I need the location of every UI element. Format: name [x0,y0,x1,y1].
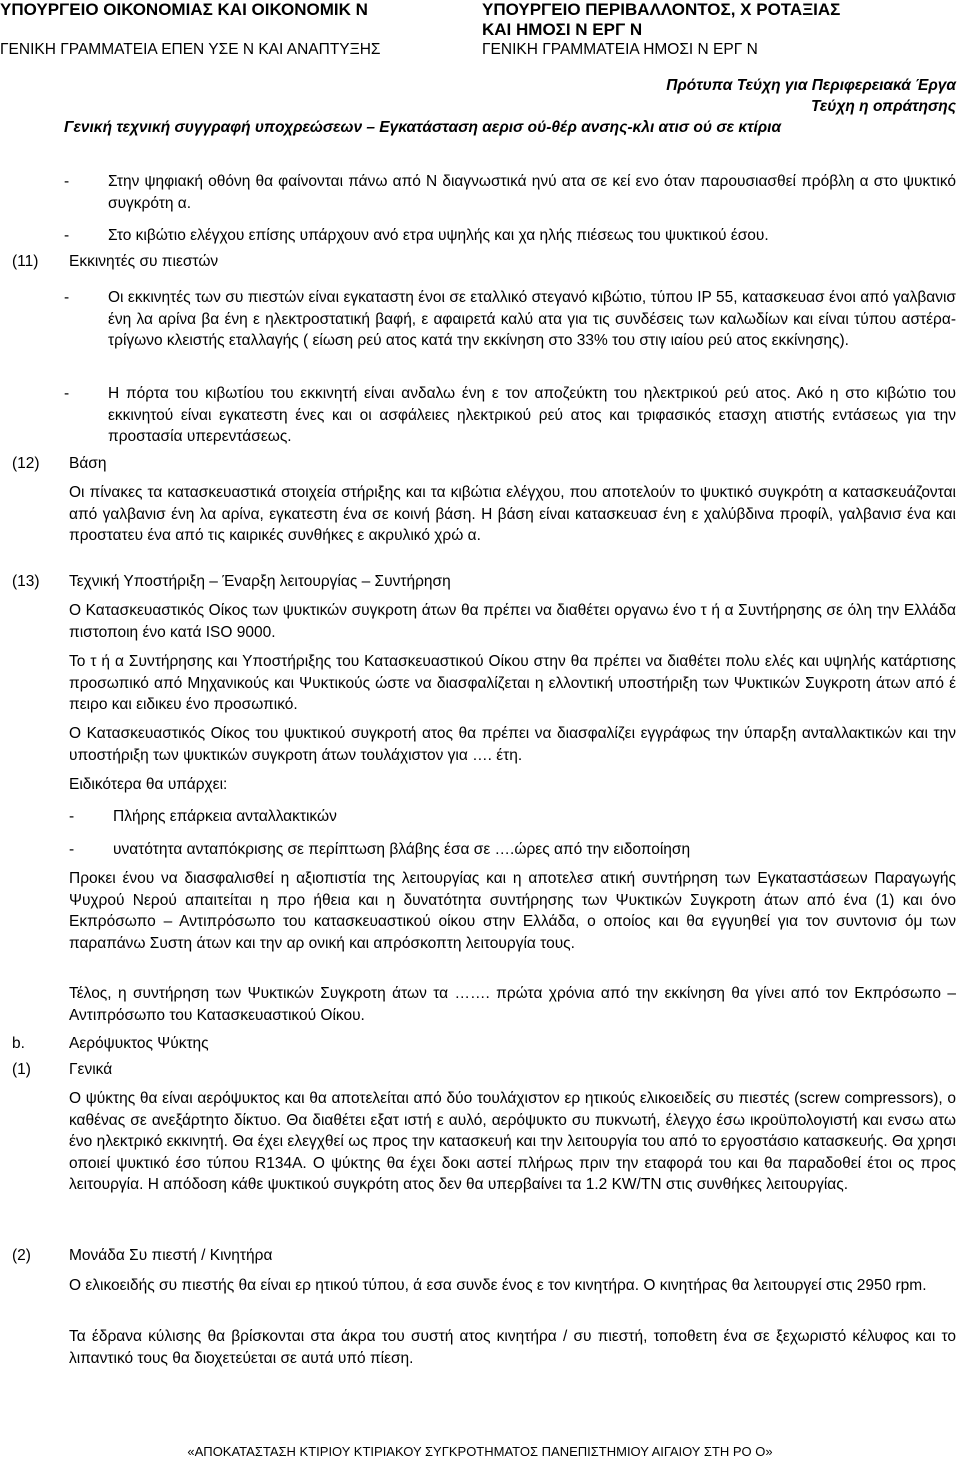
ministry-right-title: ΥΠΟΥΡΓΕΙΟ ΠΕΡΙΒΑΛΛΟΝΤΟΣ, Χ ΡΟΤΑΞΙΑΣ [482,0,841,19]
paragraph: Τα έδρανα κύλισης θα βρίσκονται στα άκρα του συστή ατος κινητήρα / συ πιεστή, τοποθετη ένα σε ξεχωριστό κέλυφος και το λιπαντικό τους θα διοχετεύεται σε αυτά υπό πίεση. [69,1328,956,1367]
dash-marker: - [64,227,70,244]
section-number: (1) [12,1061,31,1078]
document-subject: Γενική τεχνική συγγραφή υποχρεώσεων – Εγκατάσταση αερισ ού-θέρ ανσης-κλι ατισ ού σε κτίρια [64,119,782,136]
list-item: Η πόρτα του κιβωτίου του εκκινητή είναι ανδαλω ένη ε τον αποζεύκτη του ηλεκτρικού ρεύ ατος. Ακό η στο κιβώτιο του εκκινητού είναι εγκατεστη ένες και οι ασφάλειες ηλεκτρικού ρεύ ατος και τριφασικός ετασχη ατιστής εντάσεως για την προστασία υπερεντάσεως. [108,385,956,445]
ministry-left-title: ΥΠΟΥΡΓΕΙΟ ΟΙΚΟΝΟΜΙΑΣ ΚΑΙ ΟΙΚΟΝΟΜΙΚ Ν [0,0,368,19]
section-number: (12) [12,455,40,472]
paragraph: Ο Κατασκευαστικός Οίκος των ψυκτικών συγκροτη άτων θα πρέπει να διαθέτει οργανω ένο τ ή α Συντήρησης σε όλη την Ελλάδα πιστοποιη ένο κατά ISO 9000. [69,602,956,641]
section-number: (13) [12,573,40,590]
dash-marker: - [64,289,70,306]
paragraph: Οι πίνακες τα κατασκευαστικά στοιχεία στήριξης και τα κιβώτια ελέγχου, που αποτελούν το ψυκτικό συγκρότη α κατασκευάζονται από γαλβανισ ένη λα αρίνα, εγκατεστη ένα σε κοινή βάση. Η βάση είναι κατασκευασ ένη ε χαλύβδινα προφίλ, γαλβανισ ένα και προστατευ ένα από τις καιρικές συνθήκες ε ακρυλικό χρώ α. [69,484,956,544]
dash-marker: - [64,173,70,190]
list-item: Στο κιβώτιο ελέγχου επίσης υπάρχουν ανό ετρα υψηλής και χα ηλής πιέσεως του ψυκτικού έσου. [108,227,769,244]
list-item: Οι εκκινητές των συ πιεστών είναι εγκαταστη ένοι σε εταλλικό στεγανό κιβώτιο, τύπου IP 55, κατασκευασ ένοι από γαλβανισ ένη λα αρίνα βα ένη ε ηλεκτροστατική βαφή, ε αφαιρετά καλύ ατα για τις συνδέσεις των καλωδίων και είναι τύπου αστέρα-τρίγωνο κλειστής εταλλαγής ( είωση ρεύ ατος κατά την εκκίνηση στο 33% του στιγ ιαίου ρεύ ατος εκκίνησης). [108,289,956,349]
paragraph: Ο ψύκτης θα είναι αερόψυκτος και θα αποτελείται από δύο τουλάχιστον ερ ητικούς ελικοειδείς συ πιεστές (screw compressors), ο καθένας σε ανεξάρτητο δίκτυο. Θα διαθέτει εξατ ιστή ε αυλό, αερόψυκτο συ πυκνωτή, έλεγχο έσω ικροϋπολογιστή και ενσω ατω ένο ηλεκτρικό εκκινητή. Θα έχει ελεγχθεί ως προς την κατασκευή και την λειτουργία του από το εργοστάσιο κατασκευής. Θα χρησι οποιεί ψυκτικό έσο τύπου R134A. Ο ψύκτης θα έχει δοκι αστεί πλήρως πριν την εταφορά του και θα παραδοθεί έτοι ος προς λειτουργία. Η απόδοση κάθε ψυκτικού συγκρότη ατος δεν θα υπερβαίνει τα 1.2 KW/TN στις συνθήκες λειτουργίας. [69,1090,956,1193]
section-letter: b. [12,1035,25,1052]
section-heading: Γενικά [69,1061,113,1078]
paragraph: Ο ελικοειδής συ πιεστής θα είναι ερ ητικού τύπου, ά εσα συνδε ένος ε τον κινητήρα. Ο κινητήρας θα λειτουργεί στις 2950 rpm. [69,1277,927,1294]
template-volumes-title: Πρότυπα Τεύχη για Περιφερειακά Έργα [666,77,956,94]
section-heading: Τεχνική Υποστήριξη – Έναρξη λειτουργίας – Συντήρηση [69,573,451,590]
section-heading: Αερόψυκτος Ψύκτης [69,1035,209,1052]
paragraph: Το τ ή α Συντήρησης και Υποστήριξης του Κατασκευαστικού Οίκου στην θα πρέπει να διαθέτει πολυ ελές και υψηλής κατάρτισης προσωπικό από Μηχανικούς και Ψυκτικούς ώστε να διασφαλίζεται η ελλοντική υποστήριξη των Ψυκτικών Συγκροτη άτων από έ πειρο και ειδικευ ένο προσωπικό. [69,653,956,713]
dash-marker: - [69,841,75,858]
paragraph: Τέλος, η συντήρηση των Ψυκτικών Συγκροτη άτων τα ……. πρώτα χρόνια από την εκκίνηση θα γίνει από τον Εκπρόσωπο – Αντιπρόσωπο του Κατασκευαστικού Οίκου. [69,985,956,1024]
paragraph: Ο Κατασκευαστικός Οίκος του ψυκτικού συγκροτή ατος θα πρέπει να διασφαλίζει εγγράφως την ύπαρξη ανταλλακτικών και την υποστήριξη των ψυκτικών συγκροτη άτων τουλάχιστον για …. έτη. [69,725,956,764]
section-heading: Μονάδα Συ πιεστή / Κινητήρα [69,1247,273,1264]
ministry-right-title-2: ΚΑΙ ΗΜΟΣΙ Ν ΕΡΓ Ν [482,20,643,39]
section-heading: Εκκινητές συ πιεστών [69,253,219,270]
paragraph: Ειδικότερα θα υπάρχει: [69,776,228,793]
list-item: υνατότητα ανταπόκρισης σε περίπτωση βλάβης έσα σε ….ώρες από την ειδοποίηση [113,841,691,858]
secretariat-right: ΓΕΝΙΚΗ ΓΡΑΜΜΑΤΕΙΑ ΗΜΟΣΙ Ν ΕΡΓ Ν [482,41,758,58]
section-number: (11) [12,253,39,270]
list-item: Πλήρης επάρκεια ανταλλακτικών [113,808,337,825]
dash-marker: - [64,385,70,402]
secretariat-left: ΓΕΝΙΚΗ ΓΡΑΜΜΑΤΕΙΑ ΕΠΕΝ ΥΣΕ Ν ΚΑΙ ΑΝΑΠΤΥΞΗΣ [0,41,381,58]
tender-volumes-title: Τεύχη η οπράτησης [810,98,956,115]
dash-marker: - [69,808,75,825]
paragraph: Προκει ένου να διασφαλισθεί η αξιοπιστία της λειτουργίας και η αποτελεσ ατική συντήρηση των Εγκαταστάσεων Παραγωγής Ψυχρού Νερού απαιτείται η προ ήθεια και η δυνατότητα συντήρησης των Ψυκτικών Συγκροτη άτων από ένα (1) και όνο Εκπρόσωπο – Αντιπρόσωπο του κατασκευαστικού οίκου στην Ελλάδα, ο οποίος και θα εγγυηθεί για τον συντονισ όμ των παραπάνω Συστη άτων και την αρ ονική και απρόσκοπτη λειτουργία τους. [69,870,956,952]
page-footer: «ΑΠΟΚΑΤΑΣΤΑΣΗ ΚΤΙΡΙΟΥ ΚΤΙΡΙΑΚΟΥ ΣΥΓΚΡΟΤΗΜΑΤΟΣ ΠΑΝΕΠΙΣΤΗΜΙΟΥ ΑΙΓΑΙΟΥ ΣΤΗ ΡΟ Ο» [187,1444,773,1459]
section-heading: Βάση [69,455,107,472]
section-number: (2) [12,1247,31,1264]
list-item: Στην ψηφιακή οθόνη θα φαίνονται πάνω από Ν διαγνωστικά ηνύ ατα σε κεί ενο όταν παρουσιασθεί πρόβλη α στο ψυκτικό συγκρότη α. [108,173,956,212]
